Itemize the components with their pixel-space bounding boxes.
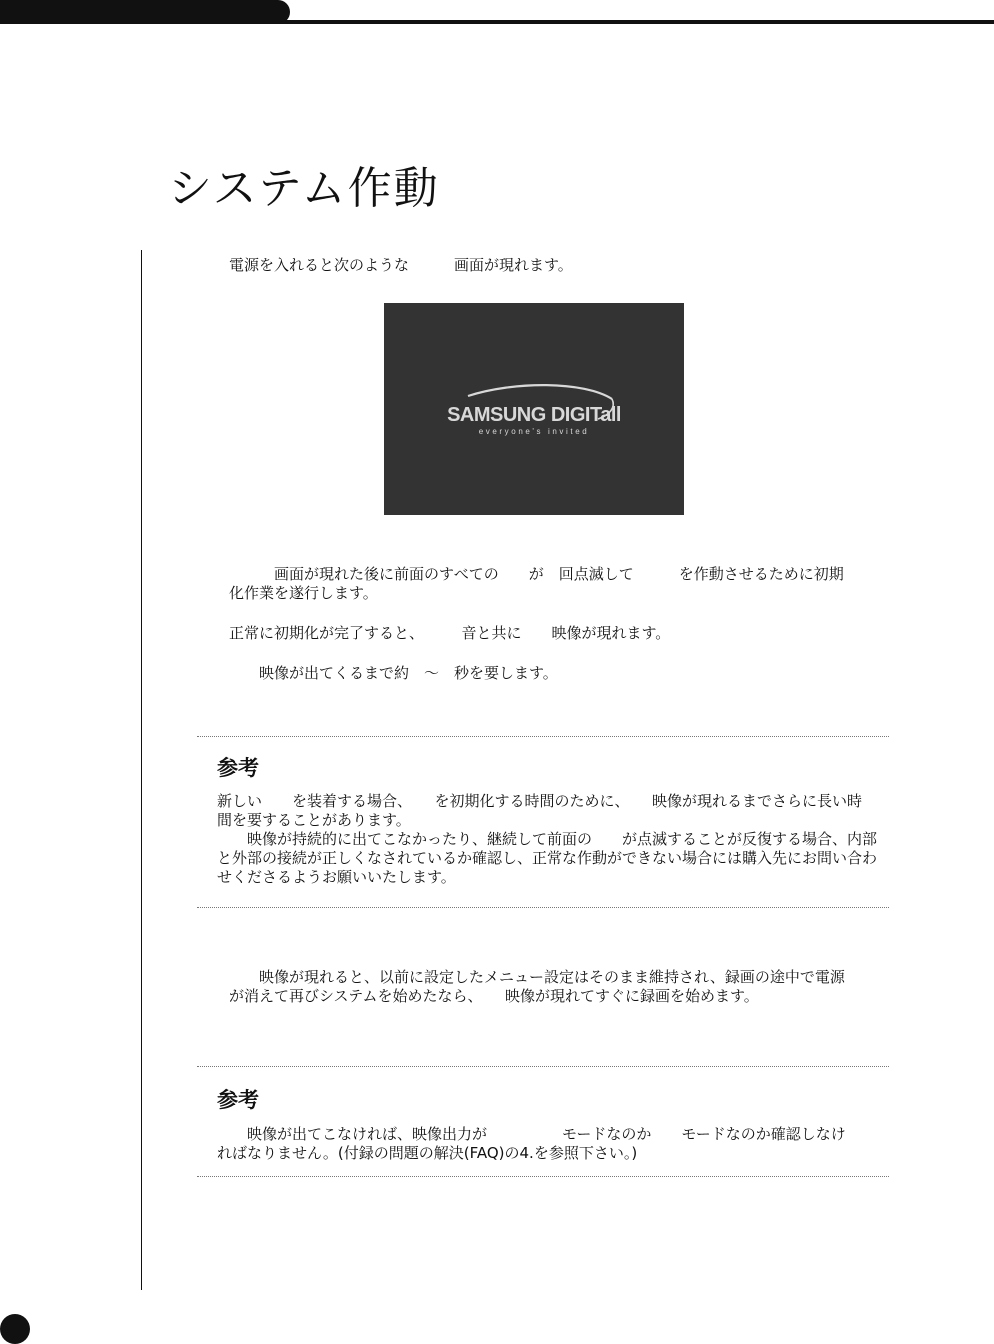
resume-paragraph: 映像が現れると、以前に設定したメニュー設定はそのまま維持され、録画の途中で電源 が消えて再びシステムを始めたなら、 映像が現れてすぐに録画を始めます。 [229, 968, 845, 1005]
logo-swoosh [468, 385, 612, 399]
note1-top-divider [197, 736, 889, 737]
logo-tagline: everyone's invited [478, 427, 590, 436]
boot-screen-image [384, 303, 684, 515]
note1-bottom-divider [197, 907, 889, 908]
header-rule [0, 20, 994, 24]
logo-wordmark: SAMSUNG DIGITall [447, 404, 621, 426]
samsung-logo-icon [384, 303, 684, 515]
page-number-marker [0, 1314, 30, 1344]
note2-body: 映像が出てこなければ、映像出力が モードなのか モードなのか確認しなけ ればなりません。(付録の問題の解決(FAQ)の4.を参照下さい。) [217, 1125, 846, 1162]
intro-text: 電源を入れると次のような 画面が現れます。 [229, 256, 573, 274]
note2-bottom-divider [197, 1176, 889, 1177]
init-paragraph: 画面が現れた後に前面のすべての が 回点滅して を作動させるために初期 化作業を遂行します。 [229, 565, 844, 602]
init-complete-paragraph: 正常に初期化が完了すると、 音と共に 映像が現れます。 [229, 624, 671, 642]
note1-body: 新しい を装着する場合、 を初期化する時間のために、 映像が現れるまでさらに長い時 間を要することがあります。 映像が持続的に出てこなかったり、継続して前面の が点滅することが反復する場合、内部 と外部の接続が正しくなされているか確認し、正常な作動ができない場合には購入先にお問い合わ せくださるようお願いいたします。 [217, 792, 878, 886]
page-title: システム作動 [168, 163, 440, 214]
left-margin-rule [141, 250, 142, 1290]
boot-time-paragraph: 映像が出てくるまで約 ～ 秒を要します。 [229, 664, 558, 682]
note2-title: 参考 [217, 1088, 259, 1112]
note2-top-divider [197, 1066, 889, 1067]
note1-title: 参考 [217, 756, 259, 780]
